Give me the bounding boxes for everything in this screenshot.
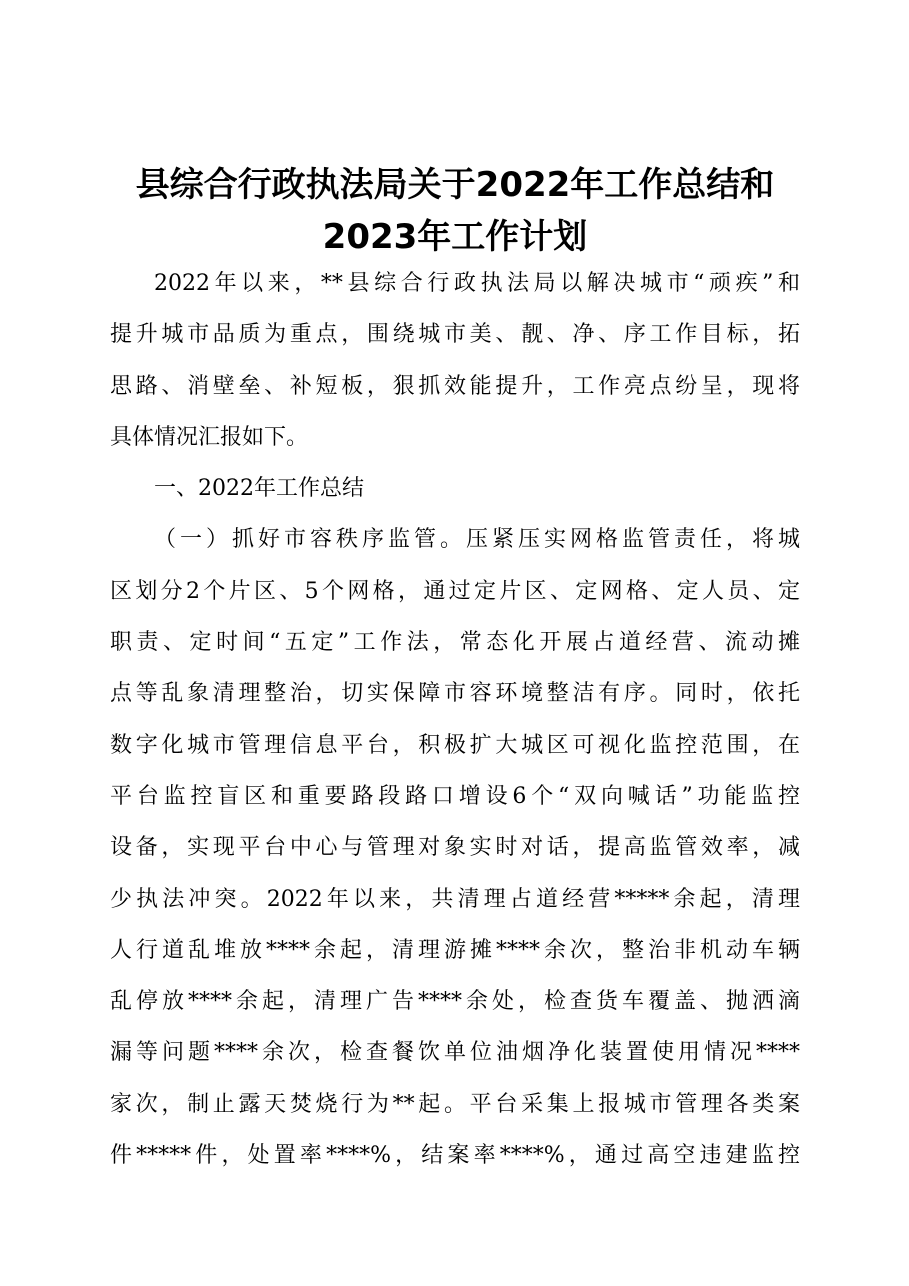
section1-line-9: 人行道乱堆放****余起，清理游摊****余次，整治非机动车辆: [110, 937, 800, 963]
document-title-line-2: 2023年工作计划: [322, 217, 588, 257]
intro-line-2: 提升城市品质为重点，围绕城市美、靓、净、序工作目标，拓: [110, 322, 800, 348]
document-title-line-1: 县综合行政执法局关于2022年工作总结和: [135, 165, 775, 205]
section1-line-1: （一）抓好市容秩序监管。压紧压实网格监管责任，将城: [154, 527, 800, 553]
section1-line-3: 职责、定时间“五定”工作法，常态化开展占道经营、流动摊: [110, 630, 800, 656]
section-heading: 一、2022年工作总结: [154, 476, 364, 502]
section1-line-10: 乱停放****余起，清理广告****余处，检查货车覆盖、抛洒滴: [110, 989, 800, 1015]
section1-line-13: 件*****件，处置率****%，结案率****%，通过高空违建监控: [110, 1143, 800, 1169]
section1-line-6: 平台监控盲区和重要路段路口增设6个“双向喊话”功能监控: [110, 783, 800, 809]
section1-line-7: 设备，实现平台中心与管理对象实时对话，提高监管效率，减: [110, 835, 800, 861]
section1-line-4: 点等乱象清理整治，切实保障市容环境整洁有序。同时，依托: [110, 681, 800, 707]
section1-line-5: 数字化城市管理信息平台，积极扩大城区可视化监控范围，在: [110, 732, 800, 758]
intro-line-3: 思路、消壁垒、补短板，狠抓效能提升，工作亮点纷呈，现将: [110, 373, 800, 399]
section1-line-8: 少执法冲突。2022年以来，共清理占道经营*****余起，清理: [110, 886, 800, 912]
intro-line-4: 具体情况汇报如下。: [110, 424, 309, 450]
section1-line-11: 漏等问题****余次，检查餐饮单位油烟净化装置使用情况****: [110, 1040, 800, 1066]
document-body: [110, 258, 800, 1181]
section1-line-2: 区划分2个片区、5个网格，通过定片区、定网格、定人员、定: [110, 578, 800, 604]
intro-line-1: 2022年以来，**县综合行政执法局以解决城市“顽疾”和: [154, 271, 800, 296]
section1-line-12: 家次，制止露天焚烧行为**起。平台采集上报城市管理各类案: [110, 1091, 800, 1117]
